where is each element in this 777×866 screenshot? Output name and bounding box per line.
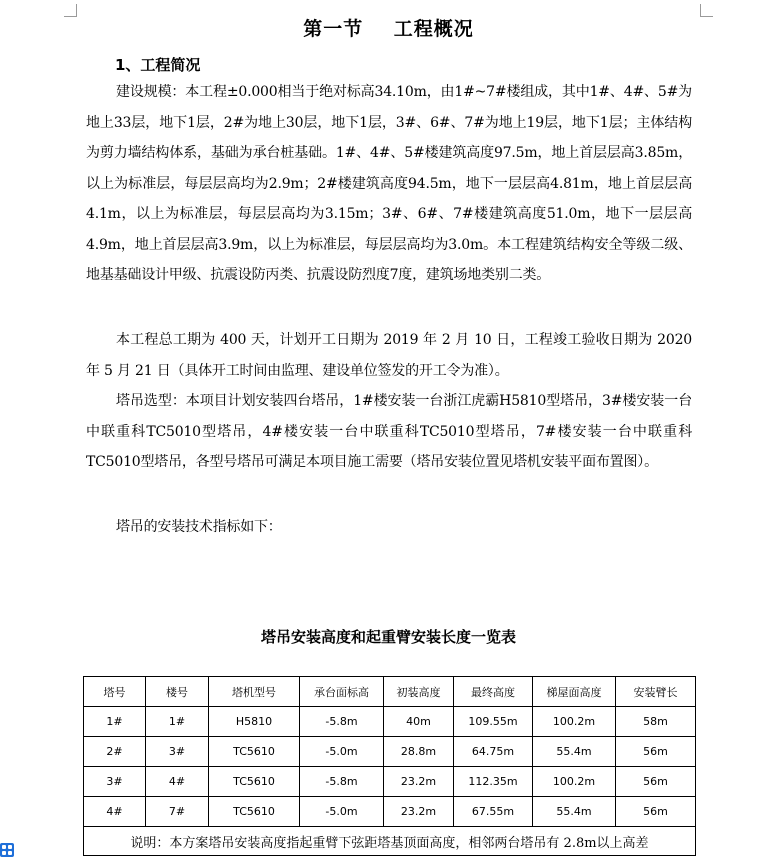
crane-spec-table: [83, 676, 696, 856]
table-cell: TC5610: [209, 737, 300, 767]
section-title: 第一节 工程概况: [303, 18, 474, 40]
table-cell: 1#: [146, 707, 209, 737]
table-row: [84, 797, 696, 827]
table-cell: 58m: [616, 707, 696, 737]
table-cell: -5.8m: [300, 767, 384, 797]
table-cell: H5810: [209, 707, 300, 737]
table-cell: 100.2m: [533, 707, 616, 737]
table-cell: 67.55m: [454, 797, 533, 827]
header-cell: 初装高度: [384, 677, 454, 707]
header-cell: 梯屋面高度: [533, 677, 616, 707]
table-cell: 55.4m: [533, 737, 616, 767]
table-cell: TC5610: [209, 767, 300, 797]
header-cell: 最终高度: [454, 677, 533, 707]
table-note-row: [84, 827, 696, 856]
table-cell: 112.35m: [454, 767, 533, 797]
table-cell: 64.75m: [454, 737, 533, 767]
table-cell: 56m: [616, 767, 696, 797]
table-cell: 2#: [84, 737, 146, 767]
table-header-row: [84, 677, 696, 707]
table-cell: 28.8m: [384, 737, 454, 767]
table-cell: -5.0m: [300, 797, 384, 827]
paragraph-scale: 建设规模：本工程±0.000相当于绝对标高34.10m，由1#~7#楼组成，其中1#、4#、5#为地上33层，地下1层，2#为地上30层，地下1层，3#、6#、7#为地上19层，地下1层；主体结构为剪力墙结构体系，基础为承台桩基础。1#、4#、5#楼建筑高度97.5m，地上首层层高3.85m，以上为标准层，每层层高均为2.9m；2#楼建筑高度94.5m，地下一层层高4.81m，地上首层层高4.1m，以上为标准层，每层层高均为3.15m；3#、6#、7#楼建筑高度51.0m，地下一层层高4.9m，地上首层层高3.9m，以上为标准层，每层层高均为3.0m。本工程建筑结构安全等级二级、地基基础设计甲级、抗震设防丙类、抗震设防烈度7度，建筑场地类别二类。: [86, 84, 692, 283]
paragraph-crane-selection: 塔吊选型：本项目计划安装四台塔吊，1#楼安装一台浙江虎霸H5810型塔吊，3#楼安装一台中联重科TC5010型塔吊，4#楼安装一台中联重科TC5010型塔吊，7#楼安装一台中联重科TC5010型塔吊，各型号塔吊可满足本项目施工需要（塔吊安装位置见塔机安装平面布置图）。: [86, 393, 692, 470]
table-cell: 55.4m: [533, 797, 616, 827]
table-cell: 4#: [146, 767, 209, 797]
header-cell: 塔号: [84, 677, 146, 707]
table-cell: 7#: [146, 797, 209, 827]
header-cell: 安装臂长: [616, 677, 696, 707]
grid-app-icon[interactable]: [0, 843, 14, 857]
header-cell: 承台面标高: [300, 677, 384, 707]
table-cell: 109.55m: [454, 707, 533, 737]
table-cell: 23.2m: [384, 797, 454, 827]
table-cell: -5.0m: [300, 737, 384, 767]
table-cell: 4#: [84, 797, 146, 827]
table-note: 说明：本方案塔吊安装高度指起重臂下弦距塔基顶面高度，相邻两台塔吊有 2.8m以上高差: [84, 827, 696, 856]
header-cell: 塔机型号: [209, 677, 300, 707]
table-cell: 100.2m: [533, 767, 616, 797]
paragraph-intro-table: 塔吊的安装技术指标如下：: [116, 519, 282, 535]
table-cell: 56m: [616, 737, 696, 767]
table-cell: TC5610: [209, 797, 300, 827]
table-title: 塔吊安装高度和起重臂安装长度一览表: [260, 628, 516, 646]
table-row: [84, 767, 696, 797]
table-row: [84, 737, 696, 767]
table-cell: 3#: [84, 767, 146, 797]
table-cell: 40m: [384, 707, 454, 737]
table-cell: 3#: [146, 737, 209, 767]
paragraph-schedule: 本工程总工期为 400 天，计划开工日期为 2019 年 2 月 10 日，工程竣工验收日期为 2020 年 5 月 21 日（具体开工时间由监理、建设单位签发的开工令为准）。: [86, 332, 692, 379]
header-cell: 楼号: [146, 677, 209, 707]
table-cell: 1#: [84, 707, 146, 737]
table-cell: 56m: [616, 797, 696, 827]
table-cell: 23.2m: [384, 767, 454, 797]
table-cell: -5.8m: [300, 707, 384, 737]
table-row: [84, 707, 696, 737]
subsection-title: 1、工程简况: [115, 56, 201, 74]
